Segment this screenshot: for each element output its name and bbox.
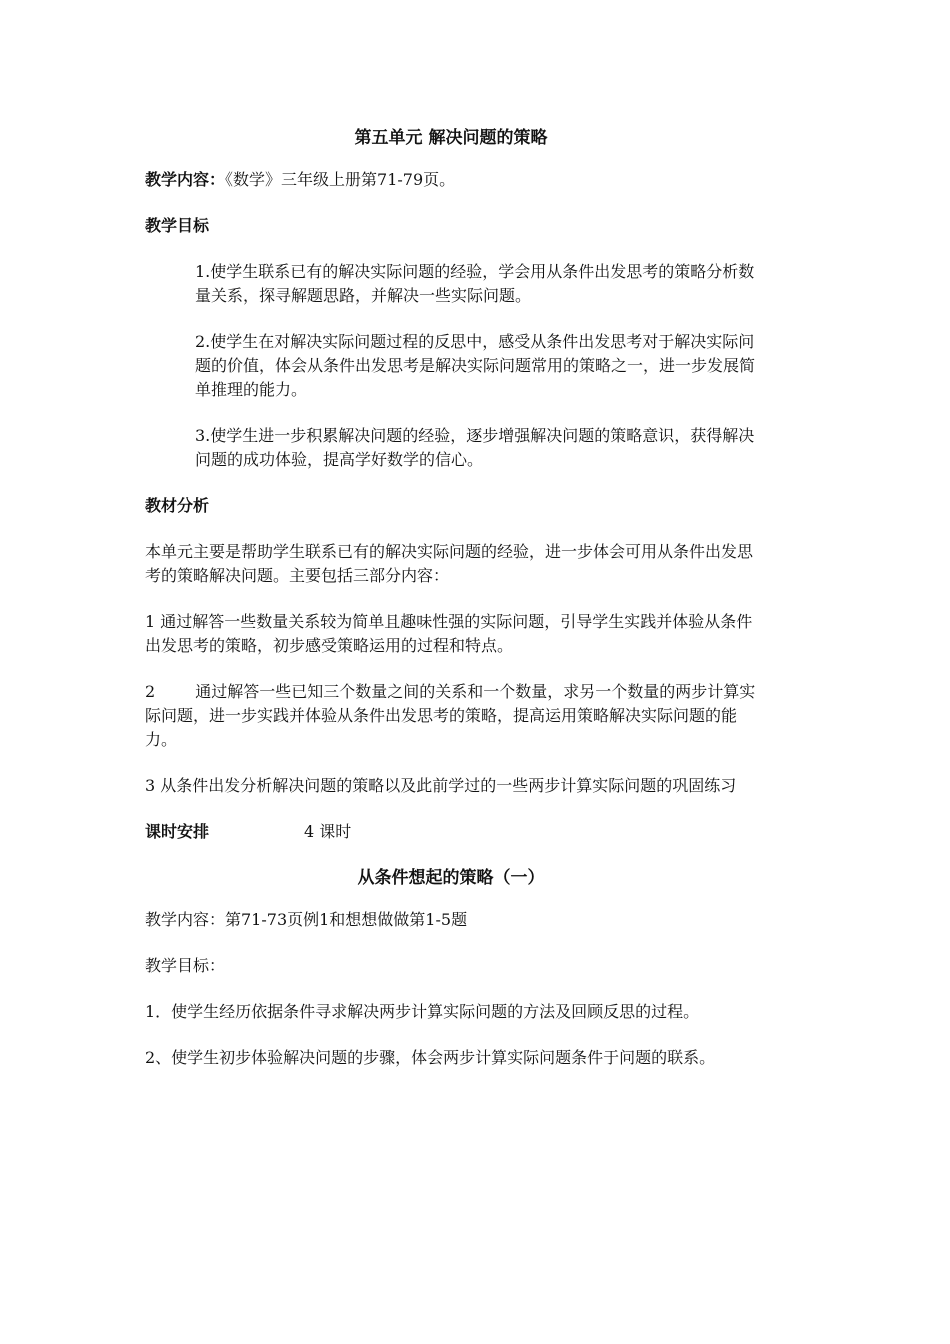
goal-item-1: 1.使学生联系已有的解决实际问题的经验，学会用从条件出发思考的策略分析数量关系，探寻解题思路，并解决一些实际问题。 bbox=[195, 262, 755, 305]
lesson-goal-1: 1．使学生经历依据条件寻求解决两步计算实际问题的方法及回顾反思的过程。 bbox=[145, 1002, 700, 1021]
analysis-item-2-text: 通过解答一些已知三个数量之间的关系和一个数量，求另一个数量的两步计算实际问题，进一步实践并体验从条件出发思考的策略，提高运用策略解决实际问题的能力。 bbox=[145, 682, 756, 749]
analysis-heading: 教材分析 bbox=[145, 496, 210, 515]
analysis-item-2 bbox=[145, 680, 757, 752]
goal-item-2: 2.使学生在对解决实际问题过程的反思中，感受从条件出发思考对于解决实际问题的价值，体会从条件出发思考是解决实际问题常用的策略之一，进一步发展简单推理的能力。 bbox=[195, 332, 756, 399]
unit-title: 第五单元 解决问题的策略 bbox=[354, 128, 548, 148]
teaching-content-text: 《数学》三年级上册第71-79页。 bbox=[225, 170, 456, 189]
teaching-content-label: 教学内容： bbox=[145, 170, 226, 189]
lesson-title: 从条件想起的策略（一） bbox=[357, 868, 545, 888]
analysis-item-1: 1 通过解答一些数量关系较为简单且趣味性强的实际问题，引导学生实践并体验从条件出发思考的策略，初步感受策略运用的过程和特点。 bbox=[145, 612, 753, 655]
lesson-goal-2: 2、使学生初步体验解决问题的步骤，体会两步计算实际问题条件于问题的联系。 bbox=[145, 1048, 716, 1067]
goals-heading: 教学目标 bbox=[145, 216, 210, 235]
document-page bbox=[145, 120, 757, 1092]
analysis-item-2-number: 2 bbox=[145, 682, 156, 701]
schedule-label: 课时安排 bbox=[145, 822, 210, 841]
analysis-item-3: 3 从条件出发分析解决问题的策略以及此前学过的一些两步计算实际问题的巩固练习 bbox=[145, 776, 737, 795]
goal-item-3: 3.使学生进一步积累解决问题的经验，逐步增强解决问题的策略意识，获得解决问题的成功体验，提高学好数学的信心。 bbox=[195, 426, 755, 469]
lesson-content: 教学内容：第71-73页例1和想想做做第1-5题 bbox=[145, 910, 468, 929]
schedule-line bbox=[145, 820, 757, 844]
teaching-content bbox=[145, 168, 757, 192]
analysis-intro: 本单元主要是帮助学生联系已有的解决实际问题的经验，进一步体会可用从条件出发思考的策略解决问题。主要包括三部分内容： bbox=[145, 542, 754, 585]
lesson-goals-label: 教学目标： bbox=[145, 956, 226, 975]
schedule-value: 4 课时 bbox=[304, 822, 352, 841]
